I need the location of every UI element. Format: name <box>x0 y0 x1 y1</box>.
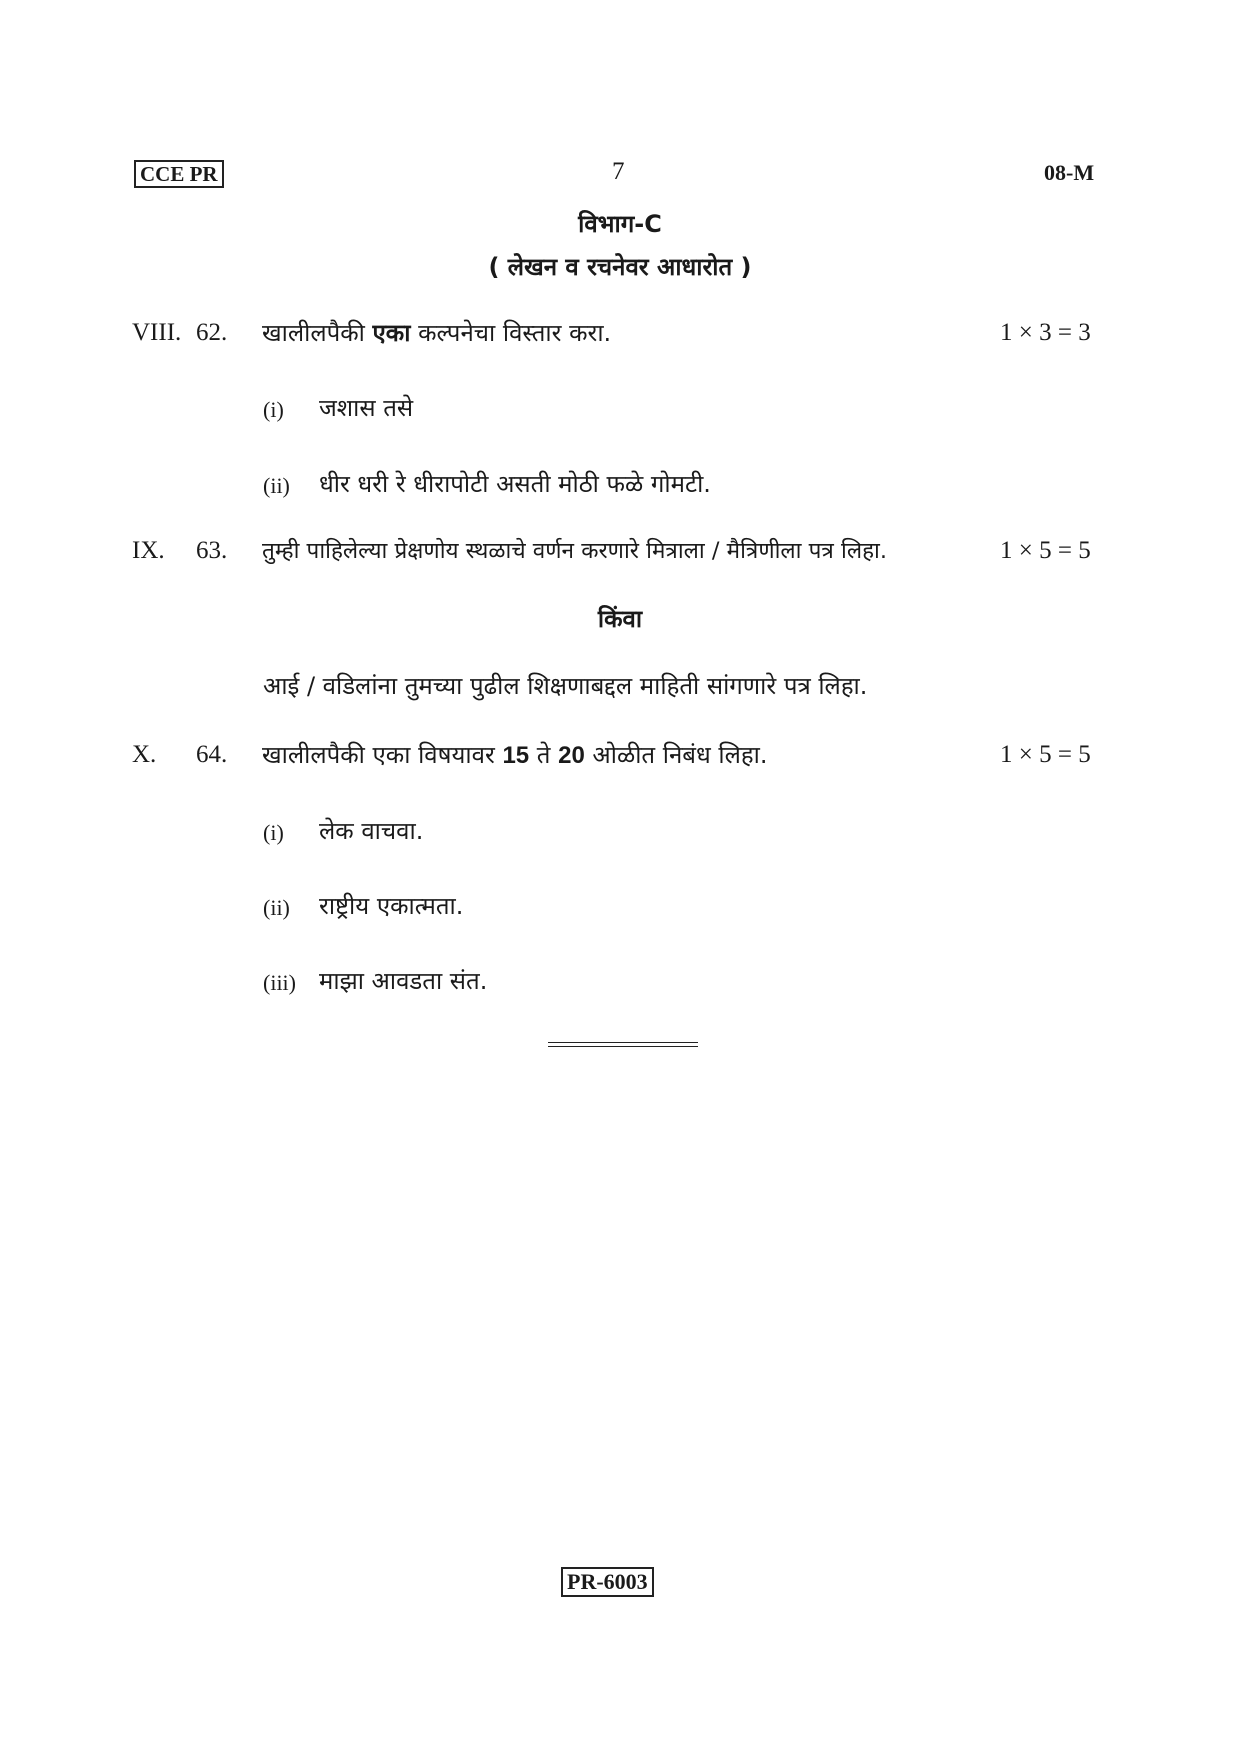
q62-option-label: (ii) <box>263 473 290 498</box>
q63-number: 63. <box>196 537 228 564</box>
or-label: किंवा <box>597 605 643 633</box>
section-subtitle: ( लेखन व रचनेवर आधारोत ) <box>488 253 752 281</box>
q62-marks: 1 × 3 = 3 <box>1000 319 1091 346</box>
q64-option-label: (i) <box>263 820 284 845</box>
header-right-code: 08-M <box>1044 160 1095 185</box>
q62-number: 62. <box>196 319 228 346</box>
q63-text: तुम्ही पाहिलेल्या प्रेक्षणोय स्थळाचे वर्णन करणारे मित्राला / मैत्रिणीला पत्र लिहा. <box>262 538 888 564</box>
footer-code: PR-6003 <box>561 1567 654 1597</box>
header-left-code: CCE PR <box>134 160 224 188</box>
q63-alternative-text: आई / वडिलांना तुमच्या पुढील शिक्षणाबद्दल माहिती सांगणारे पत्र लिहा. <box>263 672 868 700</box>
q64-option-text: माझा आवडता संत. <box>319 967 488 995</box>
q64-text: खालीलपैकी एका विषयावर 15 ते 20 ओळीत निबंध लिहा. <box>262 741 768 769</box>
q64-option-label: (ii) <box>263 895 290 920</box>
q64-option-text: राष्ट्रीय एकात्मता. <box>319 892 464 920</box>
q63-roman: IX. <box>132 537 165 564</box>
section-title: विभाग-C <box>578 210 662 238</box>
q62-roman: VIII. <box>132 319 182 346</box>
q63-marks: 1 × 5 = 5 <box>1000 537 1091 564</box>
page-number: 7 <box>612 158 625 185</box>
end-rule-bottom <box>548 1046 698 1047</box>
end-rule-top <box>548 1042 698 1043</box>
q64-number: 64. <box>196 741 228 768</box>
q62-option-text: जशास तसे <box>319 394 414 422</box>
q62-option-text: धीर धरी रे धीरापोटी असती मोठी फळे गोमटी. <box>319 470 711 498</box>
q62-option-label: (i) <box>263 397 284 422</box>
q64-marks: 1 × 5 = 5 <box>1000 741 1091 768</box>
q64-option-text: लेक वाचवा. <box>319 817 424 845</box>
q64-option-label: (iii) <box>263 970 296 995</box>
q62-text: खालीलपैकी एका कल्पनेचा विस्तार करा. <box>262 319 612 347</box>
q64-roman: X. <box>132 741 157 768</box>
